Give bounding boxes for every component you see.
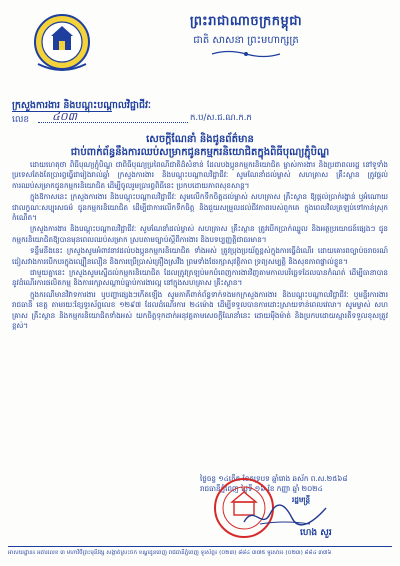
body-paragraph: ក្រសួងការងារ និងបណ្តុះបណ្តាលវិជ្ជាជីវៈ សូមណែនាំដល់ម្ចាស់ សហគ្រាស គ្រឹះស្ថាន ត្រូវបើកប្រាក់ឈ្នួល និងអត្ថប្រយោជន៍ផ្សេងៗ ជូនកម្មករនិយោជិតឱ្យបានមុនពេលឈប់សម្រាក ស្របតាមច្បាប់ស្តីពីការងារ និងបទប្បញ្ញត្តិជាធរមាន។ [12, 224, 388, 244]
reference-number-handwritten: ៤០៣ [52, 110, 77, 123]
handwritten-signature-icon [240, 500, 330, 530]
body-paragraph: ដោយហេតុថា ពិធីបុណ្យភ្ជុំបិណ្ឌ ជាពិធីបុណ្យប្រពៃណីជាតិដ៏សំខាន់ ដែលបងប្អូនកម្មករនិយោជិត ម្ចាស់ការងារ និងប្រជាពលរដ្ឋ នៅទូទាំងប្រទេសតែងតែប្រារព្ធធ្វើជារៀងរាល់ឆ្នាំ ក្រសួងការងារ និងបណ្តុះបណ្តាលវិជ្ជាជីវៈ សូមណែនាំដល់ម្ចាស់ សហគ្រាស គ្រឹះស្ថាន ត្រូវផ្តល់ការឈប់សម្រាកជូនកម្មករនិយោជិត ដើម្បីចូលរួមប្រារព្ធពិធីនេះ ប្រកបដោយភាពសុខសាន្ត។ [12, 160, 388, 190]
footer-address: អាសយដ្ឋាន៖ អគារលេខ ៣ មហាវិថីព្រះមុនីវង្ស សង្កាត់ស្រះចក ខណ្ឌដូនពេញ រាជធានីភ្នំពេញ ទូរស័ព្ទ៖ (០២៣) ៨៨៤ ៣៧៥ ទូរសារ៖ (០២៣) ៨៨៤ ៣៧៦ [8, 550, 332, 556]
document-body [12, 160, 388, 333]
ministry-logo-icon [30, 12, 94, 74]
body-paragraph: ទន្ទឹមនឹងនេះ ក្រសួងសូមអំពាវនាវដល់បងប្អូនកម្មករនិយោជិត ទាំងអស់ ត្រូវប្រុងប្រយ័ត្នខ្ពស់ក្នុងការធ្វើដំណើរ ដោយគោរពច្បាប់ចរាចរណ៍ ជៀសវាងការបើកបរក្នុងល្បឿនលឿន និងការប្រើប្រាស់គ្រឿងស្រវឹង ព្រមទាំងថែរក្សាសុវត្ថិភាព ទ្រព្យសម្បត្តិ និងសុខភាពផ្ទាល់ខ្លួន។ [12, 246, 388, 266]
reference-label: លេខ [12, 115, 30, 125]
title-line-2: ជាប់ពាក់ព័ន្ធនឹងការឈប់សម្រាកជូនកម្មករនិយោជិតក្នុងពិធីបុណ្យភ្ជុំបិណ្ឌ [70, 147, 330, 158]
solar-date: រាជធានីភ្នំពេញ ថ្ងៃទី ១៦ ខែ កញ្ញា ឆ្នាំ ២០២៤ [200, 484, 323, 494]
body-paragraph: ក្នុងឱកាសនេះ ក្រសួងការងារ និងបណ្តុះបណ្តាលវិជ្ជាជីវៈ សូមលើកទឹកចិត្តដល់ម្ចាស់ សហគ្រាស គ្រឹះស្ថាន ឱ្យផ្តល់ប្រាក់រង្វាន់ ឬអំណោយជាលក្ខណៈសប្បុរសធម៌ ជូនកម្មករនិយោជិត ដើម្បីជាការលើកទឹកចិត្ត និងជួយសម្រួលដល់ជីវភាពរបស់ពួកគេ ក្នុងពេលវិលត្រឡប់ទៅកាន់ស្រុកកំណើត។ [12, 192, 388, 223]
decorative-flourish-icon [210, 49, 282, 59]
signer-name: ហេង សួរ [300, 528, 332, 538]
body-paragraph: ជាមួយគ្នានេះ ក្រសួងសូមស្នើដល់កម្មករនិយោជិត ដែលត្រូវត្រឡប់មកបំពេញការងារវិញតាមកាលបរិច្ឆេទដែលបានកំណត់ ដើម្បីធានាបាននូវដំណើរការផលិតកម្ម និងការរក្សាសណ្តាប់ធ្នាប់ការងារល្អ នៅក្នុងសហគ្រាស គ្រឹះស្ថាន។ [12, 268, 388, 288]
kingdom-heading: ព្រះរាជាណាចក្រកម្ពុជា [189, 14, 303, 29]
body-paragraph: ក្នុងករណីមានវិវាទការងារ ឬបញ្ហាផ្សេងៗកើតឡើង សូមភាគីពាក់ព័ន្ធទាក់ទងមកក្រសួងការងារ និងបណ្តុះបណ្តាលវិជ្ជាជីវៈ ឬមន្ទីរការងារ រាជធានី ខេត្ត តាមរយៈខ្សែទូរស័ព្ទលេខ ១២៩៧ ដែលដំណើរការ ២៤ម៉ោង ដើម្បីទទួលបានការដោះស្រាយទាន់ពេលវេលា។ សូមម្ចាស់ សហគ្រាស គ្រឹះស្ថាន និងកម្មករនិយោជិតទាំងអស់ យកចិត្តទុកដាក់អនុវត្តតាមសេចក្តីណែនាំនេះ ដោយម៉ឺងម៉ាត់ និងប្រកបដោយស្មារតីទទួលខុសត្រូវខ្ពស់។ [12, 289, 388, 331]
ministry-name: ក្រសួងការងារ និងបណ្តុះបណ្តាលវិជ្ជាជីវៈ [12, 100, 151, 111]
title-line-1: សេចក្តីណែនាំ និងជូនព័ត៌មាន [146, 134, 254, 145]
national-motto: ជាតិ សាសនា ព្រះមហាក្សត្រ [193, 35, 299, 46]
footer-divider [8, 546, 392, 547]
lunar-date: ថ្ងៃចន្ទ ១៤កើត ខែភទ្របទ ឆ្នាំរោង ឆស័ក ព.ស.២៥៦៨ [200, 474, 348, 483]
reference-suffix: ក.ប/ស.ជ.ណ.ក.ក [190, 113, 252, 123]
reference-dotted-line [38, 122, 188, 123]
document-title [60, 133, 340, 159]
signer-position: រដ្ឋមន្ត្រី [292, 494, 311, 504]
